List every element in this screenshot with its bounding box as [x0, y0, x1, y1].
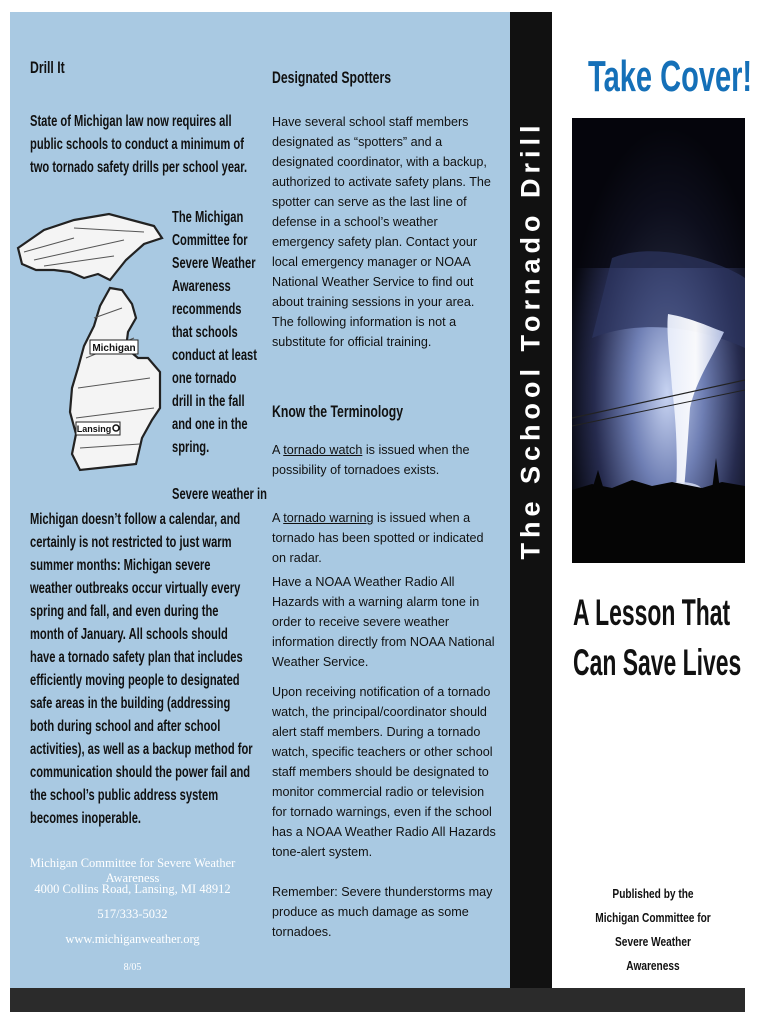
- bottom-bar: [10, 988, 745, 1012]
- footer-date: 8/05: [123, 962, 142, 973]
- watch-rest: is issued when the possibility of tornadoes exists.: [272, 443, 470, 477]
- tornado-photo: [572, 118, 745, 563]
- lesson-line-2: Can Save Lives: [573, 642, 742, 683]
- committee-text: The Michigan Committee for Severe Weather Awareness recommends that schools conduct at least one tornado drill in the fall and one in the spring.: [172, 209, 257, 456]
- footer-website[interactable]: www.michiganweather.org: [65, 932, 200, 946]
- take-cover-title: Take Cover!: [588, 52, 753, 101]
- remember-text: Remember: Severe thunderstorms may produce as much damage as some tornadoes.: [272, 885, 493, 939]
- drill-it-text: State of Michigan law now requires all public schools to conduct a minimum of two tornado safety drills per school year.: [30, 113, 248, 176]
- severe-weather-body: [30, 508, 253, 830]
- severe-weather-text: Michigan doesn’t follow a calendar, and certainly is not restricted to just warm summer months: Michigan severe weather outbreaks occur virtually every spring and fall, and even during the month of January. All schools should have a tornado safety plan that includes efficiently moving people to designated safe areas in the building (addressing both during school and after school activities), as well as a backup method for communication should the power fail and the school’s public address system becomes inoperable.: [30, 511, 253, 827]
- spotters-text: Have several school staff members designated as “spotters” and a designated coordinator, with a backup, authorized to activate safety plans. The spotter can serve as the last line of defense in a school’s weather emergency safety plan. Contact your local emergency manager or NOAA National Weather Service to find out about training sessions in your area. The following information is not a substitute for official training.: [272, 115, 491, 349]
- weather-radio-text: Have a NOAA Weather Radio All Hazards with a warning alarm tone in order to receive severe weather information directly from NOAA National Weather Service.: [272, 575, 495, 669]
- lesson-line-1: A Lesson That: [573, 592, 731, 633]
- tornado-watch-term: tornado watch: [283, 443, 363, 457]
- footer-org: Michigan Committee for Severe Weather Awareness: [29, 856, 236, 885]
- know-terminology-heading: Know the Terminology: [272, 402, 404, 421]
- warning-rest: is issued when a tornado has been spotted or indicated on radar.: [272, 511, 484, 565]
- tornado-warning-term: tornado warning: [283, 511, 374, 525]
- tornado-watch-definition: [272, 440, 497, 480]
- published-text: Published by the Michigan Committee for Severe Weather Awareness: [595, 886, 711, 973]
- vertical-title: The School Tornado Drill: [515, 120, 546, 560]
- committee-recommendation: [172, 206, 257, 459]
- footer-address: 4000 Collins Road, Lansing, MI 48912: [34, 882, 231, 896]
- footer-phone: 517/333-5032: [97, 907, 168, 921]
- severe-weather-heading: Severe weather in: [172, 486, 267, 503]
- drill-it-heading: Drill It: [30, 58, 65, 77]
- tornado-warning-definition: [272, 508, 497, 568]
- michigan-map-icon: [14, 208, 164, 480]
- watch-prefix: A: [272, 443, 280, 457]
- weather-radio-paragraph: [272, 572, 497, 672]
- notification-text: Upon receiving notification of a tornado watch, the principal/coordinator should alert staff members. During a tornado watch, specific teachers or other school staff members should be designated to monitor commercial radio or television for tornado warnings, even if the school has a NOAA Weather Radio All Hazards tone-alert system.: [272, 685, 496, 859]
- drill-it-body: [30, 110, 250, 179]
- notification-paragraph: [272, 682, 500, 862]
- lesson-tagline: [573, 588, 741, 688]
- warning-prefix: A: [272, 511, 280, 525]
- published-by: [572, 882, 734, 978]
- spotters-body: [272, 112, 497, 352]
- map-label-lansing: Lansing: [76, 424, 112, 434]
- remember-paragraph: [272, 882, 497, 942]
- designated-spotters-heading: Designated Spotters: [272, 68, 392, 87]
- map-label-michigan: Michigan: [92, 343, 136, 354]
